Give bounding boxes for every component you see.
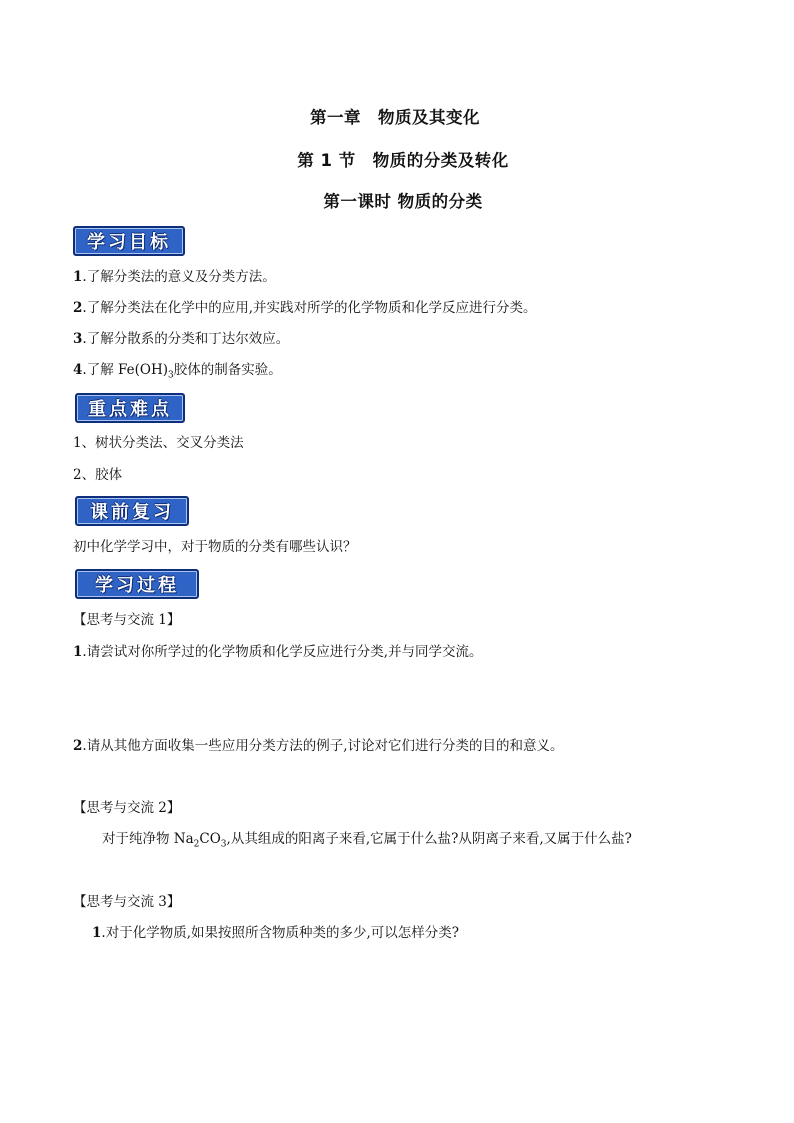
chapter-title: 第一章 物质及其变化 bbox=[310, 108, 480, 127]
review-question: 初中化学学习中，对于物质的分类有哪些认识？ bbox=[73, 539, 357, 555]
discussion-2-question: 对于纯净物 $Na_2CO_3$,从其组成的阳离子来看,它属于什么盐?从阴离子来看,又属于什么盐? bbox=[102, 831, 632, 850]
review-badge: 课前复习 bbox=[75, 496, 189, 526]
discussion-1-item-1: 1.请尝试对你所学过的化学物质和化学反应进行分类,并与同学交流。 bbox=[73, 644, 483, 660]
discussion-3-heading: 【思考与交流 3】 bbox=[73, 894, 181, 910]
key-point-2: 2、胶体 bbox=[73, 467, 123, 483]
process-badge: 学习过程 bbox=[75, 569, 199, 599]
objective-2: 2.了解分类法在化学中的应用,并实践对所学的化学物质和化学反应进行分类。 bbox=[73, 300, 537, 316]
lesson-title: 第一课时 物质的分类 bbox=[323, 192, 483, 211]
objective-4: 4.了解 $Fe(OH)_3$胶体的制备实验。 bbox=[73, 362, 282, 381]
section-title: 第 1 节 物质的分类及转化 bbox=[297, 151, 509, 170]
discussion-3-item-1: 1.对于化学物质,如果按照所含物质种类的多少,可以怎样分类? bbox=[92, 925, 460, 941]
discussion-2-heading: 【思考与交流 2】 bbox=[73, 800, 181, 816]
objective-1: 1.了解分类法的意义及分类方法。 bbox=[73, 269, 276, 285]
objective-3: 3.了解分散系的分类和丁达尔效应。 bbox=[73, 331, 290, 347]
key-points-badge: 重点难点 bbox=[75, 393, 185, 423]
discussion-1-heading: 【思考与交流 1】 bbox=[73, 612, 181, 628]
objectives-badge: 学习目标 bbox=[73, 226, 185, 256]
key-point-1: 1、树状分类法、交叉分类法 bbox=[73, 435, 244, 451]
discussion-1-item-2: 2.请从其他方面收集一些应用分类方法的例子,讨论对它们进行分类的目的和意义。 bbox=[73, 738, 564, 754]
